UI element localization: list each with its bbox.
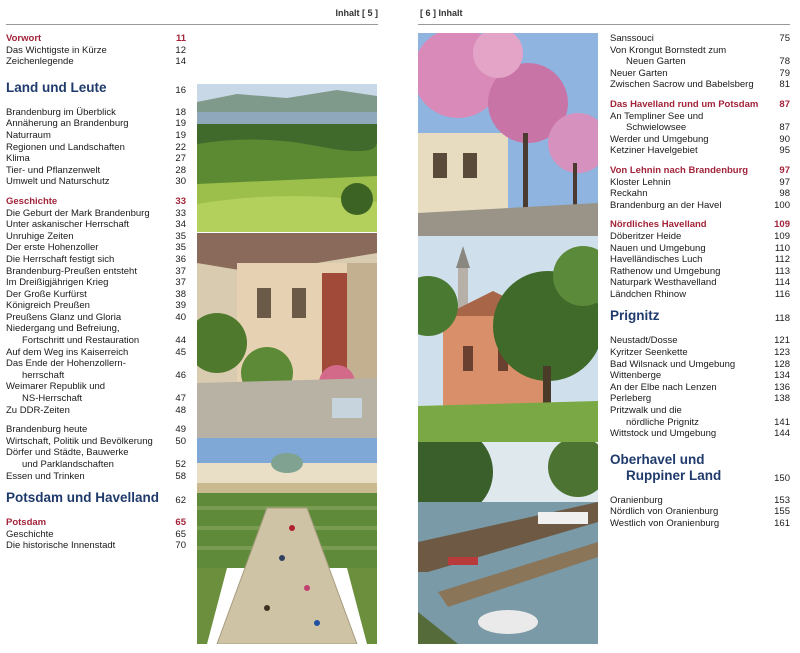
- toc-entry[interactable]: [6, 176, 186, 188]
- toc-entry-page: 37: [175, 277, 186, 289]
- toc-entry[interactable]: [6, 405, 186, 417]
- header-title: Inhalt: [438, 8, 463, 18]
- toc-entry-page: 109: [774, 219, 790, 231]
- toc-entry-page: 44: [175, 335, 186, 347]
- toc-entry[interactable]: [6, 130, 186, 142]
- toc-entry-page: 161: [774, 518, 790, 529]
- toc-entry-title: Auf dem Weg ins Kaiserreich: [6, 346, 129, 358]
- toc-entry-page: 45: [175, 346, 186, 358]
- toc-entry-page: 33: [175, 207, 186, 219]
- toc-entry[interactable]: [610, 79, 790, 91]
- right-page: [400, 0, 800, 653]
- toc-entry-page: 144: [774, 428, 790, 440]
- toc-entry-title: Das Wichtigste in Kürze: [6, 44, 107, 56]
- toc-entry-page: 109: [774, 230, 790, 242]
- toc-entry[interactable]: [610, 145, 790, 157]
- toc-chapter-heading[interactable]: [6, 490, 186, 509]
- toc-entry[interactable]: [610, 254, 790, 266]
- toc-entry-title: Der erste Hohenzoller: [6, 242, 99, 254]
- toc-entry[interactable]: [6, 107, 186, 119]
- toc-entry-page: 87: [779, 122, 790, 134]
- toc-entry-page: 28: [175, 164, 186, 176]
- toc-spacer: [610, 91, 790, 99]
- toc-entry[interactable]: [6, 436, 186, 448]
- toc-entry[interactable]: [6, 529, 186, 541]
- toc-spacer: [6, 509, 186, 517]
- toc-entry-page: 12: [175, 44, 186, 56]
- toc-entry-title: Brandenburg im Überblick: [6, 106, 116, 118]
- toc-section-heading[interactable]: [6, 196, 186, 208]
- toc-entry-title: Geschichte: [6, 528, 54, 540]
- toc-entry[interactable]: [610, 188, 790, 200]
- toc-entry[interactable]: [610, 518, 790, 530]
- toc-entry-page: 123: [774, 347, 790, 359]
- toc-entry-page: 49: [175, 424, 186, 436]
- toc-entry-title: Ländchen Rhinow: [610, 288, 687, 300]
- toc-entry[interactable]: [6, 335, 186, 347]
- toc-entry[interactable]: [610, 382, 790, 394]
- toc-entry-page: 33: [175, 195, 186, 207]
- toc-entry[interactable]: [6, 540, 186, 552]
- toc-entry-title: Oranienburg: [610, 494, 663, 506]
- toc-entry-page: 16: [175, 84, 186, 96]
- toc-entry[interactable]: [6, 370, 186, 382]
- toc-entry-page: 81: [779, 79, 790, 91]
- toc-entry[interactable]: [6, 471, 186, 483]
- toc-spacer: [6, 416, 186, 424]
- toc-entry-page: 141: [774, 416, 790, 428]
- toc-entry-title: Tier- und Pflanzenwelt: [6, 164, 101, 176]
- toc-entry-title: An Templiner See und: [610, 110, 704, 122]
- toc-entry-title: Nauen und Umgebung: [610, 242, 706, 254]
- toc-entry-title: Unter askanischer Herrschaft: [6, 219, 130, 231]
- toc-entry[interactable]: [6, 358, 186, 370]
- toc-entry-page: 95: [779, 145, 790, 157]
- toc-entry-title: Potsdam und Havelland: [6, 490, 160, 506]
- toc-entry[interactable]: [610, 417, 790, 429]
- toc-entry[interactable]: [6, 231, 186, 243]
- toc-entry[interactable]: [610, 243, 790, 255]
- toc-entry-page: 62: [175, 495, 186, 507]
- toc-entry-title: NS-Herrschaft: [22, 393, 83, 405]
- toc-entry-title: Preußens Glanz und Gloria: [6, 311, 122, 323]
- toc-entry[interactable]: [6, 424, 186, 436]
- toc-entry-page: 18: [175, 106, 186, 118]
- toc-entry[interactable]: [6, 153, 186, 165]
- toc-entry-title: Die Herrschaft festigt sich: [6, 253, 115, 265]
- running-header-left: [335, 8, 378, 18]
- toc-spacer: [6, 482, 186, 490]
- toc-entry[interactable]: [610, 266, 790, 278]
- toc-entry-title: Brandenburg an der Havel: [610, 199, 722, 211]
- toc-entry-page: 52: [175, 459, 186, 470]
- header-rule: [418, 24, 790, 25]
- toc-entry-page: 19: [175, 129, 186, 141]
- toc-entry-title: nördliche Prignitz: [626, 416, 699, 428]
- toc-entry-page: 58: [175, 470, 186, 482]
- toc-entry-title: Von Krongut Bornstedt zum: [610, 44, 727, 56]
- toc-entry-page: 22: [175, 141, 186, 153]
- toc-entry-page: 87: [779, 98, 790, 110]
- toc-entry-page: 11: [175, 33, 186, 44]
- toc-entry-page: [768, 452, 790, 455]
- toc-entry[interactable]: [6, 142, 186, 154]
- toc-entry-title: Weimarer Republik und: [6, 381, 106, 393]
- toc-entry-title: Nördliches Havelland: [610, 219, 707, 231]
- toc-entry-title: Werder und Umgebung: [610, 133, 709, 145]
- toc-entry[interactable]: [610, 347, 790, 359]
- toc-entry-page: 35: [175, 242, 186, 254]
- toc-entry-page: 134: [774, 370, 790, 382]
- toc-entry-title: Wittstock und Umgebung: [610, 428, 717, 440]
- toc-entry-page: 36: [175, 253, 186, 265]
- toc-entry-title: Niedergang und Befreiung,: [6, 323, 120, 335]
- toc-entry-page: 27: [175, 153, 186, 165]
- toc-entry-page: 97: [779, 164, 790, 176]
- toc-entry-page: 39: [175, 300, 186, 312]
- toc-entry-title: Essen und Trinken: [6, 470, 85, 482]
- toc-entry-title: Westlich von Oranienburg: [610, 518, 720, 529]
- toc-entry[interactable]: [610, 200, 790, 212]
- toc-entry-title: Wirtschaft, Politik und Bevölkerung: [6, 435, 153, 447]
- toc-section-heading[interactable]: [6, 517, 186, 529]
- photo-lake-landscape: [197, 84, 377, 232]
- toc-entry-title: Kyritzer Seenkette: [610, 347, 688, 359]
- toc-entry-page: 65: [175, 528, 186, 540]
- toc-entry-page: 75: [779, 33, 790, 44]
- toc-entry-title: Bad Wilsnack und Umgebung: [610, 358, 736, 370]
- toc-entry[interactable]: [610, 405, 790, 417]
- toc-entry[interactable]: [610, 177, 790, 189]
- toc-entry-title: Neuer Garten: [610, 67, 668, 79]
- toc-entry[interactable]: [610, 122, 790, 134]
- toc-chapter-heading[interactable]: [6, 80, 186, 99]
- toc-entry-page: 70: [175, 540, 186, 552]
- toc-entry-title: Döberitzer Heide: [610, 230, 682, 242]
- toc-entry-page: 150: [774, 472, 790, 484]
- header-page-number: [ 6 ]: [420, 8, 437, 18]
- toc-entry[interactable]: [610, 68, 790, 80]
- toc-entry[interactable]: [6, 447, 186, 459]
- toc-entry-page: 90: [779, 133, 790, 145]
- toc-entry[interactable]: [610, 359, 790, 371]
- toc-entry[interactable]: [610, 370, 790, 382]
- toc-entry[interactable]: [610, 495, 790, 507]
- toc-entry[interactable]: [610, 277, 790, 289]
- toc-entry-title: Kloster Lehnin: [610, 176, 671, 188]
- toc-entry[interactable]: [6, 312, 186, 324]
- toc-entry[interactable]: [610, 393, 790, 405]
- toc-entry[interactable]: [6, 56, 186, 68]
- toc-entry-title: Das Ende der Hohenzollern-: [6, 358, 126, 370]
- toc-entry-title: Zu DDR-Zeiten: [6, 404, 70, 416]
- toc-spacer: [610, 157, 790, 165]
- toc-entry-page: 19: [175, 118, 186, 130]
- toc-right: [610, 33, 790, 530]
- toc-entry-title: Naturraum: [6, 129, 51, 141]
- toc-entry-page: 121: [774, 335, 790, 347]
- toc-entry-page: 38: [175, 288, 186, 300]
- toc-entry[interactable]: [6, 323, 186, 335]
- toc-entry-title: Naturpark Westhavelland: [610, 277, 717, 289]
- toc-spacer: [610, 487, 790, 495]
- toc-entry-page: 65: [175, 517, 186, 529]
- toc-spacer: [6, 99, 186, 107]
- toc-entry-page: 128: [774, 358, 790, 370]
- toc-left: [6, 33, 186, 552]
- toc-entry[interactable]: [610, 45, 790, 57]
- toc-entry-title: Rathenow und Umgebung: [610, 265, 721, 277]
- toc-spacer: [610, 300, 790, 308]
- toc-section-heading[interactable]: [610, 165, 790, 177]
- toc-entry-title: Die historische Innenstadt: [6, 540, 116, 552]
- toc-entry-page: 46: [175, 369, 186, 381]
- header-rule: [6, 24, 378, 25]
- toc-entry[interactable]: [6, 347, 186, 359]
- toc-chapter-heading[interactable]: [610, 468, 790, 487]
- toc-entry-title: herrschaft: [22, 369, 65, 381]
- toc-entry-title: und Parklandschaften: [22, 459, 114, 470]
- toc-entry-title: An der Elbe nach Lenzen: [610, 381, 717, 393]
- toc-entry-page: 34: [175, 219, 186, 231]
- toc-entry-page: 114: [774, 277, 790, 289]
- toc-entry-title: Potsdam: [6, 517, 47, 529]
- toc-spacer: [6, 68, 186, 80]
- toc-entry-page: 113: [774, 265, 790, 277]
- photo-lake-boats: [418, 442, 598, 644]
- toc-entry-title: Umwelt und Naturschutz: [6, 176, 110, 188]
- header-title: Inhalt: [335, 8, 360, 18]
- header-page-number: [ 5 ]: [361, 8, 378, 18]
- toc-entry-page: 138: [774, 393, 790, 405]
- toc-entry-title: Unruhige Zeiten: [6, 230, 74, 242]
- toc-entry-title: Schwielowsee: [626, 122, 687, 134]
- toc-entry-title: Prignitz: [610, 308, 660, 324]
- toc-spacer: [610, 440, 790, 452]
- toc-entry-page: 110: [774, 242, 790, 254]
- toc-entry[interactable]: [610, 33, 790, 45]
- toc-entry-title: Der Große Kurfürst: [6, 288, 87, 300]
- toc-chapter-heading[interactable]: [610, 452, 790, 468]
- toc-entry-title: Perleberg: [610, 393, 652, 405]
- toc-entry[interactable]: [610, 56, 790, 68]
- toc-entry-page: 50: [175, 435, 186, 447]
- toc-entry-page: 37: [175, 265, 186, 277]
- toc-entry[interactable]: [610, 289, 790, 301]
- toc-entry[interactable]: [6, 289, 186, 301]
- toc-entry[interactable]: [6, 254, 186, 266]
- toc-entry-page: 35: [175, 230, 186, 242]
- toc-section-heading[interactable]: [610, 219, 790, 231]
- toc-entry[interactable]: [610, 111, 790, 123]
- toc-entry-title: Königreich Preußen: [6, 300, 90, 312]
- toc-entry[interactable]: [6, 118, 186, 130]
- toc-entry-title: Sanssouci: [610, 33, 654, 44]
- toc-entry-title: Regionen und Landschaften: [6, 141, 125, 153]
- toc-entry-title: Reckahn: [610, 188, 648, 200]
- toc-entry-page: 116: [774, 288, 790, 300]
- toc-section-heading[interactable]: [610, 99, 790, 111]
- toc-entry-title: Land und Leute: [6, 79, 107, 95]
- toc-spacer: [6, 188, 186, 196]
- toc-entry[interactable]: [610, 335, 790, 347]
- toc-entry[interactable]: [6, 459, 186, 471]
- toc-spacer: [610, 211, 790, 219]
- toc-entry[interactable]: [6, 165, 186, 177]
- toc-entry-title: Wittenberge: [610, 370, 662, 382]
- toc-entry-page: 153: [774, 494, 790, 506]
- toc-entry-page: 30: [175, 176, 186, 188]
- toc-section-heading[interactable]: [6, 33, 186, 45]
- toc-entry-title: Das Havelland rund um Potsdam: [610, 98, 759, 110]
- toc-entry-page: 97: [779, 176, 790, 188]
- photo-sanssouci-palace: [197, 438, 377, 644]
- toc-entry-title: Dörfer und Städte, Bauwerke: [6, 447, 129, 459]
- toc-entry-page: 48: [175, 404, 186, 416]
- photo-cherry-blossom-street: [418, 33, 598, 236]
- photo-church-trees: [418, 236, 598, 442]
- toc-entry-title: Von Lehnin nach Brandenburg: [610, 164, 749, 176]
- toc-entry[interactable]: [6, 381, 186, 393]
- toc-entry[interactable]: [610, 134, 790, 146]
- photo-village-street: [197, 233, 377, 438]
- toc-entry[interactable]: [6, 219, 186, 231]
- toc-entry[interactable]: [6, 277, 186, 289]
- toc-entry-page: 136: [774, 381, 790, 393]
- toc-entry-title: Neustadt/Dosse: [610, 335, 678, 347]
- toc-entry-page: 78: [779, 56, 790, 68]
- toc-entry-title: Oberhavel und: [610, 451, 705, 467]
- toc-entry[interactable]: [6, 300, 186, 312]
- toc-entry-title: Zwischen Sacrow und Babelsberg: [610, 79, 754, 91]
- toc-entry-title: Ruppiner Land: [626, 467, 722, 483]
- toc-entry-title: Die Geburt der Mark Brandenburg: [6, 207, 150, 219]
- toc-entry[interactable]: [610, 428, 790, 440]
- toc-chapter-heading[interactable]: [610, 308, 790, 327]
- toc-entry-page: 40: [175, 311, 186, 323]
- toc-entry[interactable]: [6, 208, 186, 220]
- toc-entry-page: 155: [774, 506, 790, 518]
- toc-entry-title: Ketziner Havelgebiet: [610, 145, 698, 157]
- toc-entry[interactable]: [6, 266, 186, 278]
- toc-entry-page: 112: [774, 254, 790, 266]
- running-header-right: [420, 8, 463, 18]
- toc-entry-page: 98: [779, 188, 790, 200]
- toc-entry[interactable]: [6, 242, 186, 254]
- toc-entry-title: Brandenburg-Preußen entsteht: [6, 265, 137, 277]
- toc-entry-title: Zeichenlegende: [6, 56, 74, 68]
- toc-entry-page: 100: [774, 199, 790, 211]
- toc-entry-page: 118: [774, 313, 790, 325]
- toc-entry-title: Geschichte: [6, 195, 58, 207]
- toc-entry-title: Nördlich von Oranienburg: [610, 506, 719, 518]
- toc-entry-title: Im Dreißigjährigen Krieg: [6, 277, 109, 289]
- toc-entry-page: 47: [175, 393, 186, 405]
- toc-entry[interactable]: [610, 506, 790, 518]
- toc-entry[interactable]: [6, 45, 186, 57]
- toc-entry-title: Neuen Garten: [626, 56, 686, 68]
- toc-entry-title: Brandenburg heute: [6, 424, 88, 436]
- toc-entry-title: Pritzwalk und die: [610, 405, 682, 417]
- toc-entry-title: Klima: [6, 153, 30, 165]
- toc-spacer: [610, 327, 790, 335]
- toc-entry[interactable]: [610, 231, 790, 243]
- toc-entry-page: 79: [779, 67, 790, 79]
- toc-entry-title: Havelländisches Luch: [610, 254, 703, 266]
- toc-entry[interactable]: [6, 393, 186, 405]
- toc-entry-title: Vorwort: [6, 33, 42, 44]
- toc-entry-page: 14: [175, 56, 186, 68]
- toc-entry-title: Annäherung an Brandenburg: [6, 118, 129, 130]
- toc-entry-title: Fortschritt und Restauration: [22, 335, 140, 347]
